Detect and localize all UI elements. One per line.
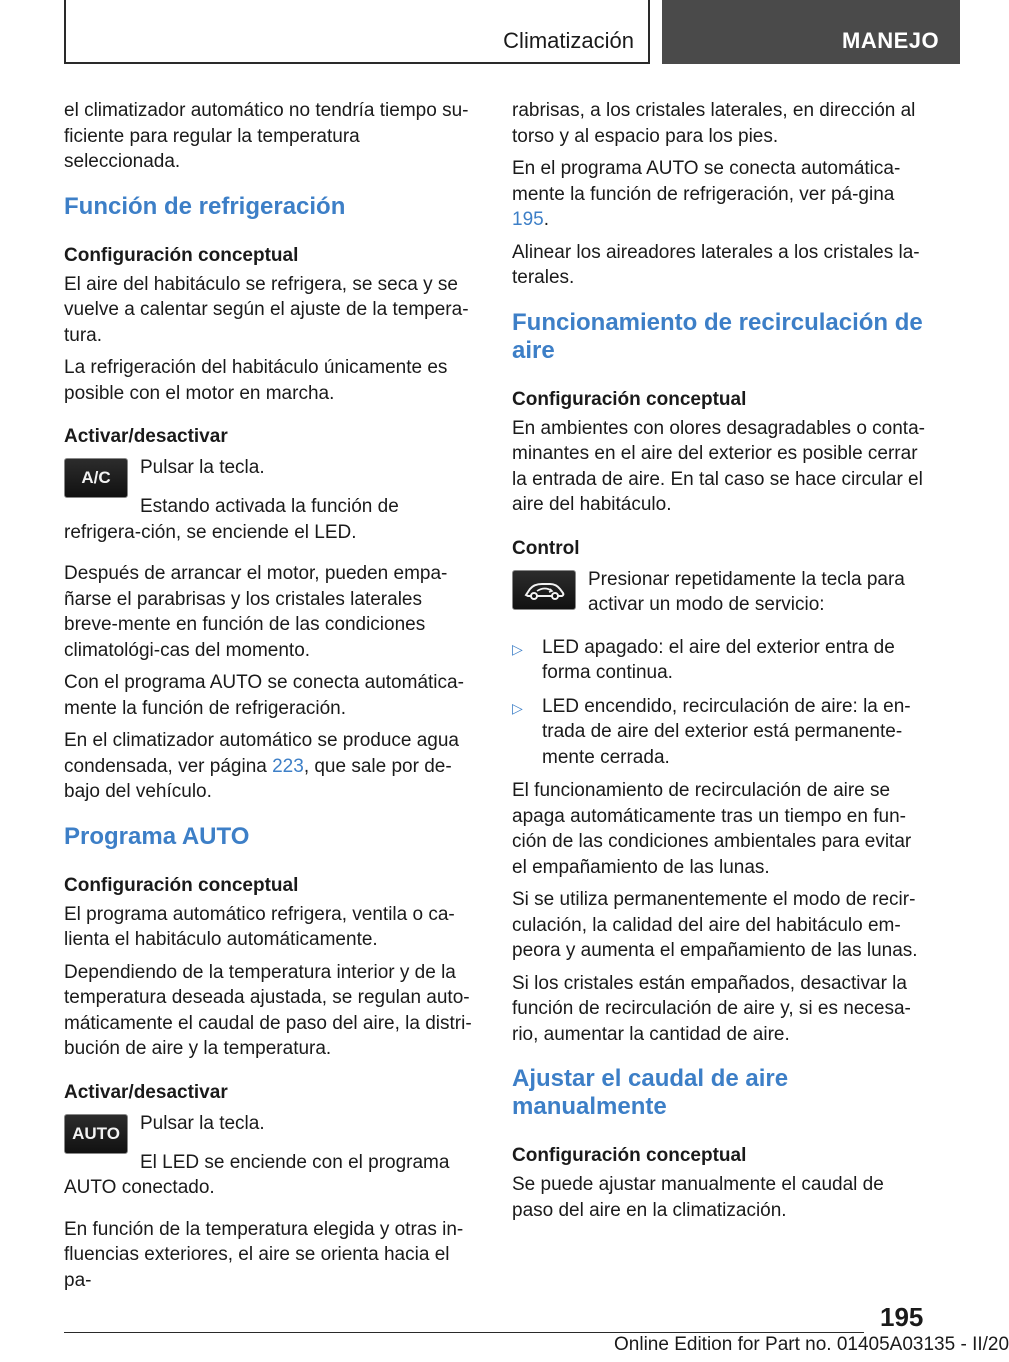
- heading-programa-auto: Programa AUTO: [64, 822, 250, 850]
- left-column: [64, 98, 476, 1300]
- page-number: 195: [880, 1302, 924, 1332]
- footer-edition: Online Edition for Part no. 01405A03135 - II/20: [614, 1334, 1009, 1355]
- paragraph: En función de la temperatura elegida y otras in-fluencias exteriores, el aire se orienta hacia el pa-: [64, 1218, 464, 1291]
- chapter-tab: [662, 0, 960, 64]
- paragraph: El aire del habitáculo se refrigera, se seca y se vuelve a calentar según el ajuste de la tempera-tura.: [64, 273, 469, 346]
- car-recirculation-icon: [520, 577, 568, 603]
- paragraph: En ambientes con olores desagradables o conta-minantes en el aire del exterior es posible cerrar la entrada de aire. En tal caso se hace circular el aire del habitáculo.: [512, 417, 925, 515]
- subheading-configuracion: Configuración conceptual: [512, 1145, 747, 1166]
- list-item: [512, 635, 928, 686]
- paragraph: Pulsar la tecla.: [140, 457, 265, 478]
- paragraph: El LED se enciende con el programa AUTO conectado.: [64, 1151, 450, 1198]
- subheading-configuracion: Configuración conceptual: [64, 874, 299, 896]
- text: .: [543, 209, 549, 230]
- text: , que sale por de-bajo del vehículo.: [64, 755, 452, 802]
- chapter-tab-label: MANEJO: [842, 28, 940, 53]
- auto-key-icon: AUTO: [64, 1114, 128, 1154]
- paragraph: Presionar repetidamente la tecla para activar un modo de servicio:: [588, 568, 905, 615]
- list-item-text: LED apagado: el aire del exterior entra de forma continua.: [542, 636, 895, 683]
- page-link-223[interactable]: 223: [272, 755, 304, 777]
- heading-recirculacion: Funcionamiento de recirculación de aire: [512, 308, 923, 364]
- text: En el programa AUTO se conecta automática-mente la función de refrigeración, ver pá-gina: [512, 158, 901, 205]
- triangle-bullet-icon: ▷: [512, 640, 523, 657]
- paragraph: La refrigeración del habitáculo únicamente es posible con el motor en marcha.: [64, 357, 448, 404]
- paragraph: Pulsar la tecla.: [140, 1112, 265, 1134]
- paragraph: El funcionamiento de recirculación de aire se apaga automáticamente tras un tiempo en fun-ción de las condiciones ambientales para evitar el empañamiento de las lunas.: [512, 780, 912, 878]
- paragraph: rabrisas, a los cristales laterales, en dirección al torso y al espacio para los pies.: [512, 100, 916, 147]
- header-section-box: [64, 0, 650, 64]
- subheading-activar: Activar/desactivar: [64, 426, 228, 447]
- list-item: [512, 694, 928, 771]
- recirculation-key-icon: [512, 570, 576, 610]
- paragraph: el climatizador automático no tendría tiempo su-ficiente para regular la temperatura seleccionada.: [64, 100, 469, 172]
- paragraph: [64, 728, 476, 805]
- paragraph: Alinear los aireadores laterales a los cristales la-terales.: [512, 241, 920, 288]
- list-item-text: LED encendido, recirculación de aire: la en-trada de aire del exterior está permanente-mente cerrada.: [542, 695, 911, 768]
- paragraph: Con el programa AUTO se conecta automática-mente la función de refrigeración.: [64, 672, 464, 719]
- paragraph: Estando activada la función de refrigera-ción, se enciende el LED.: [64, 496, 399, 543]
- paragraph: Si los cristales están empañados, desactivar la función de recirculación de aire y, si es necesa-rio, aumentar la cantidad de aire.: [512, 972, 911, 1045]
- heading-caudal: Ajustar el caudal de aire manualmente: [512, 1065, 789, 1120]
- heading-refrigeracion: Función de refrigeración: [64, 192, 346, 220]
- right-column: [512, 98, 928, 1230]
- paragraph: Dependiendo de la temperatura interior y de la temperatura deseada ajustada, se regulan auto-máticamente el caudal de paso del aire, la distri-bución de aire y la temperatura.: [64, 961, 472, 1059]
- paragraph: Se puede ajustar manualmente el caudal de paso del aire en la climatización.: [512, 1174, 884, 1221]
- subheading-activar: Activar/desactivar: [64, 1081, 228, 1103]
- page-link-195[interactable]: 195: [512, 209, 544, 230]
- subheading-configuracion: Configuración conceptual: [64, 244, 299, 266]
- recirc-key-row: [512, 567, 928, 625]
- paragraph: [512, 156, 928, 233]
- paragraph: Si se utiliza permanentemente el modo de recir-culación, la calidad del aire del habitáculo em-peora y aumenta el empañamiento de las lunas.: [512, 889, 918, 961]
- paragraph: Después de arrancar el motor, pueden empa-ñarse el parabrisas y los cristales laterales breve-mente en función de las condiciones climatológi-cas del momento.: [64, 563, 448, 661]
- auto-key-row: [64, 1111, 476, 1154]
- subheading-configuracion: Configuración conceptual: [512, 388, 747, 410]
- service-mode-list: [512, 635, 928, 771]
- paragraph: El programa automático refrigera, ventila o ca-lienta el habitáculo automáticamente.: [64, 903, 455, 950]
- page-header: [64, 0, 960, 66]
- ac-key-icon: A/C: [64, 458, 128, 498]
- ac-key-row: [64, 455, 476, 498]
- subheading-control: Control: [512, 537, 580, 559]
- footer-divider: [64, 1332, 864, 1333]
- triangle-bullet-icon: ▷: [512, 699, 523, 716]
- section-title: Climatización: [503, 28, 634, 53]
- text: En el climatizador automático se produce agua condensada, ver página: [64, 730, 460, 777]
